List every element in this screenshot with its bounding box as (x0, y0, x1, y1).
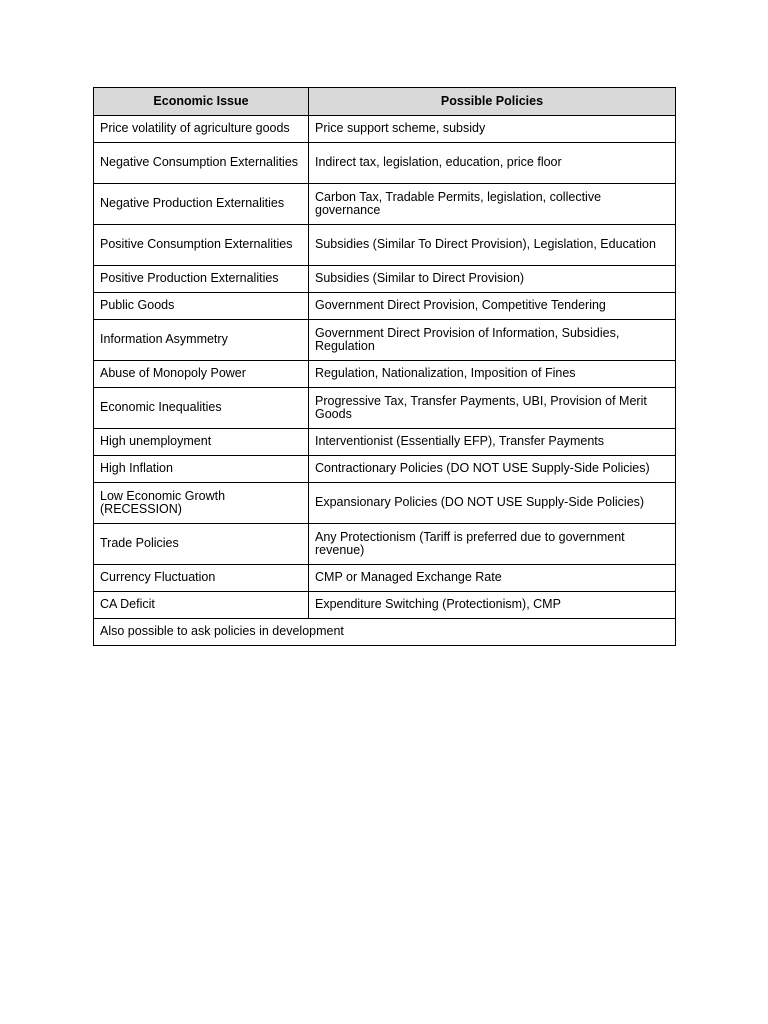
table-row (94, 320, 676, 361)
policies-cell: Price support scheme, subsidy (309, 116, 676, 143)
policies-cell: Government Direct Provision, Competitive Tendering (309, 293, 676, 320)
issue-cell: Low Economic Growth (RECESSION) (94, 483, 309, 524)
table-row (94, 565, 676, 592)
policies-cell: Contractionary Policies (DO NOT USE Supply-Side Policies) (309, 456, 676, 483)
table-row (94, 592, 676, 619)
issue-cell: Negative Production Externalities (94, 184, 309, 225)
policies-cell: Any Protectionism (Tariff is preferred due to government revenue) (309, 524, 676, 565)
issue-cell: CA Deficit (94, 592, 309, 619)
issue-cell: Positive Consumption Externalities (94, 225, 309, 266)
table-row (94, 524, 676, 565)
policy-table (93, 87, 676, 646)
policies-cell: Indirect tax, legislation, education, price floor (309, 143, 676, 184)
issue-cell: High Inflation (94, 456, 309, 483)
table-row (94, 483, 676, 524)
table-row (94, 361, 676, 388)
policies-cell: Expansionary Policies (DO NOT USE Supply-Side Policies) (309, 483, 676, 524)
footer-note: Also possible to ask policies in development (94, 619, 676, 646)
table-row (94, 116, 676, 143)
issue-cell: Abuse of Monopoly Power (94, 361, 309, 388)
table-row (94, 293, 676, 320)
table-header-row (94, 88, 676, 116)
issue-cell: Economic Inequalities (94, 388, 309, 429)
issue-cell: Negative Consumption Externalities (94, 143, 309, 184)
issue-cell: Positive Production Externalities (94, 266, 309, 293)
policies-cell: Subsidies (Similar to Direct Provision) (309, 266, 676, 293)
table-row (94, 143, 676, 184)
table-row (94, 456, 676, 483)
header-economic-issue: Economic Issue (94, 88, 309, 116)
issue-cell: Price volatility of agriculture goods (94, 116, 309, 143)
policies-cell: Progressive Tax, Transfer Payments, UBI, Provision of Merit Goods (309, 388, 676, 429)
policies-cell: CMP or Managed Exchange Rate (309, 565, 676, 592)
policies-cell: Expenditure Switching (Protectionism), CMP (309, 592, 676, 619)
table-row (94, 225, 676, 266)
table-row (94, 266, 676, 293)
policies-cell: Carbon Tax, Tradable Permits, legislation, collective governance (309, 184, 676, 225)
issue-cell: Currency Fluctuation (94, 565, 309, 592)
table-footer-row (94, 619, 676, 646)
policies-cell: Regulation, Nationalization, Imposition of Fines (309, 361, 676, 388)
policies-cell: Government Direct Provision of Information, Subsidies, Regulation (309, 320, 676, 361)
policies-cell: Subsidies (Similar To Direct Provision), Legislation, Education (309, 225, 676, 266)
issue-cell: Public Goods (94, 293, 309, 320)
issue-cell: High unemployment (94, 429, 309, 456)
issue-cell: Trade Policies (94, 524, 309, 565)
issue-cell: Information Asymmetry (94, 320, 309, 361)
table-row (94, 429, 676, 456)
header-possible-policies: Possible Policies (309, 88, 676, 116)
table-row (94, 184, 676, 225)
policies-cell: Interventionist (Essentially EFP), Transfer Payments (309, 429, 676, 456)
table-row (94, 388, 676, 429)
